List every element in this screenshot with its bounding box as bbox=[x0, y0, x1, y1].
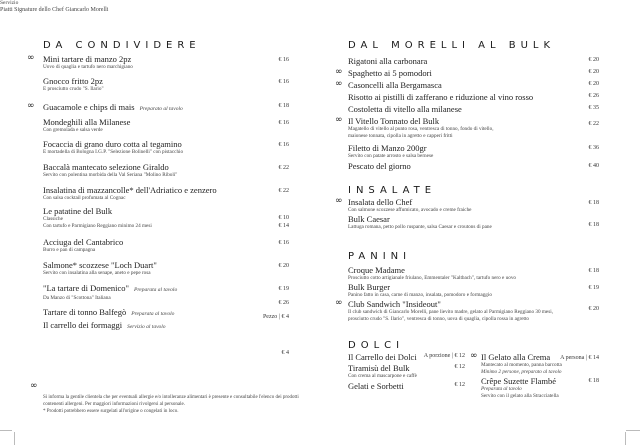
section-heading: INSALATE bbox=[348, 185, 437, 196]
item-title: Gnocco fritto 2pz bbox=[43, 76, 103, 86]
item-name bbox=[348, 56, 427, 66]
item-price: € 18 bbox=[588, 200, 599, 206]
item-price: € 18 bbox=[588, 378, 599, 384]
item-description: Servito con insalatina alla senape, aneto e pepe rosa bbox=[43, 270, 151, 276]
item-name bbox=[348, 363, 417, 373]
item-title: Costoletta di vitello alla milanese bbox=[348, 104, 462, 114]
item-description: maionese tonnata, cipolla in agretto e capperi fritti bbox=[348, 133, 453, 139]
infinity-icon: ∞ bbox=[30, 381, 38, 391]
infinity-icon: ∞ bbox=[335, 79, 343, 89]
item-name bbox=[348, 197, 471, 207]
item-name bbox=[348, 143, 433, 153]
item-title: Il Carrello dei Dolci bbox=[348, 352, 417, 362]
menu-item bbox=[348, 68, 432, 78]
item-title: Mondeghili alla Milanese bbox=[43, 117, 131, 127]
item-name bbox=[43, 54, 133, 64]
item-price: A persona | € 14 bbox=[560, 355, 599, 361]
menu-item bbox=[348, 352, 417, 362]
infinity-icon: ∞ bbox=[335, 298, 343, 308]
item-name bbox=[348, 68, 432, 78]
item-name bbox=[43, 320, 166, 332]
menu-item bbox=[43, 117, 130, 134]
item-description: Panino fatto in casa, carne di manzo, insalata, pomodoro e formaggio bbox=[348, 292, 492, 298]
item-title: Club Sandwich "Insideout" bbox=[348, 299, 441, 309]
item-price: € 16 bbox=[278, 240, 289, 246]
menu-item bbox=[348, 265, 516, 282]
item-name bbox=[43, 307, 174, 319]
menu-item bbox=[43, 76, 104, 93]
item-title: Insalata dello Chef bbox=[348, 197, 413, 207]
item-price: € 18 bbox=[278, 103, 289, 109]
item-title: Rigatoni alla carbonara bbox=[348, 56, 428, 66]
menu-item bbox=[348, 197, 471, 214]
item-price: € 36 bbox=[588, 145, 599, 151]
menu-item bbox=[348, 299, 553, 323]
item-name bbox=[348, 381, 404, 391]
item-price: € 40 bbox=[588, 163, 599, 169]
item-title: Crêpe Suzette Flambé bbox=[481, 376, 557, 386]
item-description: Classiche bbox=[43, 216, 63, 222]
menu-item bbox=[43, 102, 183, 114]
infinity-icon: ∞ bbox=[335, 67, 343, 77]
frozen-notice: * Prodotti potrebbero essere surgelati all'origine o congelati in loco. bbox=[43, 409, 179, 414]
item-title: Tiramisù del Bulk bbox=[348, 363, 410, 373]
item-title: Mini tartare di manzo 2pz bbox=[43, 54, 132, 64]
item-title: Casoncelli alla Bergamasca bbox=[348, 80, 442, 90]
item-name bbox=[43, 162, 177, 172]
item-price: € 26 bbox=[278, 300, 289, 306]
menu-item bbox=[43, 283, 177, 302]
item-price: A porzione | € 12 bbox=[423, 353, 465, 359]
item-note: Servizio al tavolo bbox=[127, 324, 166, 330]
item-description: E prosciutto crudo "S. Ilario" bbox=[43, 86, 104, 92]
item-title: Il carrello dei formaggi bbox=[43, 320, 123, 330]
section-heading: DOLCI bbox=[348, 340, 405, 351]
service-price: € 4 bbox=[281, 350, 289, 356]
menu-item bbox=[43, 206, 152, 230]
section-heading: DA CONDIVIDERE bbox=[43, 40, 201, 51]
item-price: € 22 bbox=[278, 165, 289, 171]
menu-item bbox=[348, 381, 404, 391]
crop-mark bbox=[625, 432, 626, 445]
item-name bbox=[348, 282, 492, 292]
item-note: Preparata al tavolo bbox=[131, 311, 175, 317]
item-title: Filetto di Manzo 200gr bbox=[348, 143, 427, 153]
item-price: € 20 bbox=[588, 306, 599, 312]
menu-item bbox=[348, 56, 427, 66]
menu-item bbox=[43, 320, 166, 332]
item-title: Pescato del giorno bbox=[348, 161, 411, 171]
item-description: Il club sandwich di Giancarlo Morelli, pane lievito madre, gelato al Parmigiano Reggiano 30 mesi, bbox=[348, 309, 553, 315]
menu-item bbox=[348, 92, 533, 102]
item-name bbox=[348, 161, 411, 171]
item-description: Con tartufo e Parmigiano Reggiano minimo 24 mesi bbox=[43, 223, 152, 229]
item-name bbox=[43, 185, 217, 195]
item-name bbox=[348, 92, 533, 102]
item-price: € 18 bbox=[588, 222, 599, 228]
item-name bbox=[43, 117, 130, 127]
item-price: € 16 bbox=[278, 120, 289, 126]
item-note: Preparata al tavolo bbox=[134, 287, 178, 293]
item-price: € 26 bbox=[588, 93, 599, 99]
item-price: € 20 bbox=[278, 263, 289, 269]
item-description: Con salsa cocktail profumata al Cognac bbox=[43, 195, 126, 201]
item-price: € 20 bbox=[588, 81, 599, 87]
item-title: Tartare di tonno Balfegò bbox=[43, 307, 127, 317]
menu-item bbox=[348, 116, 494, 140]
item-price: Pezzo | € 4 bbox=[262, 314, 289, 320]
item-price: € 16 bbox=[278, 79, 289, 85]
item-name bbox=[43, 260, 157, 270]
item-description: Magatello di vitello al punto rosa, ventresca di tonno, fondo di vitello, bbox=[348, 126, 494, 132]
item-title: Salmone* scozzese "Loch Duart" bbox=[43, 260, 157, 270]
item-description: Burro e pan di campagna bbox=[43, 247, 96, 253]
item-price: € 22 bbox=[588, 121, 599, 127]
service-label: Servizio bbox=[0, 0, 19, 6]
infinity-icon: ∞ bbox=[470, 351, 478, 361]
item-name bbox=[43, 76, 104, 86]
item-name bbox=[348, 299, 553, 309]
item-price: € 20 bbox=[588, 57, 599, 63]
item-description: Lattuga romana, petto pollo ruspante, salsa Caesar e croutons di pane bbox=[348, 224, 492, 230]
item-note: Preparato al tavolo bbox=[139, 106, 183, 112]
item-name bbox=[348, 116, 494, 126]
item-title: Acciuga del Cantabrico bbox=[43, 237, 124, 247]
item-name bbox=[348, 352, 417, 362]
menu-item bbox=[348, 363, 417, 380]
item-price: € 12 bbox=[454, 382, 465, 388]
item-title: Focaccia di grano duro cotta al tegamino bbox=[43, 139, 182, 149]
item-price: € 12 bbox=[454, 364, 465, 370]
item-title: "La tartare di Domenico" bbox=[43, 283, 130, 293]
item-name bbox=[348, 104, 462, 114]
menu-item bbox=[481, 376, 559, 400]
item-description: Servito con polentina morbida della Val Seriana "Molino Riboli" bbox=[43, 172, 178, 178]
menu-item bbox=[348, 282, 492, 299]
item-name bbox=[43, 206, 152, 216]
item-title: Bulk Caesar bbox=[348, 214, 390, 224]
item-name bbox=[43, 102, 183, 114]
menu-item bbox=[348, 143, 433, 160]
item-price: € 18 bbox=[588, 268, 599, 274]
menu-item bbox=[348, 161, 411, 171]
section-heading: DAL MORELLI AL BULK bbox=[348, 40, 556, 51]
menu-item bbox=[43, 54, 133, 71]
menu-item bbox=[348, 104, 462, 114]
item-title: Baccalà mantecato selezione Giraldo bbox=[43, 162, 169, 172]
menu-item bbox=[348, 214, 492, 231]
item-price: € 10 bbox=[278, 215, 289, 221]
menu-item bbox=[481, 352, 562, 376]
item-description: Prosciutto cotto artigianale friulano, Emmentaler "Kaltbach", tartufo nero e uovo bbox=[348, 275, 517, 281]
item-price: € 19 bbox=[588, 285, 599, 291]
item-price: € 16 bbox=[278, 142, 289, 148]
item-title: Croque Madame bbox=[348, 265, 405, 275]
menu-item bbox=[43, 260, 157, 277]
item-description: Uovo di quaglia e tartufo nero marchigiano bbox=[43, 64, 133, 70]
signature-legend: Piatti Signature dello Chef Giancarlo Morelli bbox=[0, 7, 109, 13]
item-title: Gelati e Sorbetti bbox=[348, 381, 404, 391]
item-description: prosciutto crudo "S. Ilario", ventresca di tonno, uova di quaglia, cipolla rossa in agretto bbox=[348, 316, 529, 322]
item-price: € 14 bbox=[278, 223, 289, 229]
menu-item bbox=[43, 185, 217, 202]
item-description: Con gremolada e salsa verde bbox=[43, 127, 103, 133]
item-name bbox=[348, 265, 516, 275]
menu-item bbox=[43, 307, 174, 319]
menu-item bbox=[43, 237, 123, 254]
item-title: Spaghetto ai 5 pomodori bbox=[348, 68, 432, 78]
section-heading: PANINI bbox=[348, 251, 412, 262]
item-title: Risotto ai pistilli di zafferano e riduzione al vino rosso bbox=[348, 92, 534, 102]
menu-item bbox=[43, 162, 177, 179]
item-description: Mantecato al momento, panna barcotta bbox=[481, 362, 562, 368]
item-name bbox=[43, 139, 183, 149]
item-title: Il Vitello Tonnato del Bulk bbox=[348, 116, 440, 126]
item-title: Le patatine del Bulk bbox=[43, 206, 113, 216]
item-name bbox=[348, 80, 442, 90]
item-price: € 16 bbox=[278, 57, 289, 63]
item-title: Guacamole e chips di mais bbox=[43, 102, 135, 112]
item-price: € 19 bbox=[278, 286, 289, 292]
item-description: Servito con patate arrosto e salsa bernese bbox=[348, 153, 434, 159]
item-description: Con salmone scozzese affumicato, avocado e creme fraiche bbox=[348, 207, 472, 213]
item-description: Con crema al mascarpone e caffè bbox=[348, 373, 417, 379]
menu-item bbox=[43, 139, 183, 156]
item-name bbox=[348, 214, 492, 224]
item-description: Preparata al tavolo bbox=[481, 386, 522, 392]
infinity-icon: ∞ bbox=[27, 101, 35, 111]
crop-mark bbox=[0, 430, 12, 431]
allergen-notice: Si informa la gentile clientela che per eventuali allergie e/o intolleranze alimentari è presente e consultabile l'elenco dei prodotti contenenti allergeni. Per maggiori informazioni rivolgersi al personale. bbox=[43, 395, 299, 407]
item-name bbox=[43, 237, 123, 247]
item-description: E mortadella di Bologna I.G.P. "Selezione Bolinelli" con pistacchio bbox=[43, 149, 184, 155]
item-description: Servito con il gelato alla Stracciatella bbox=[481, 393, 559, 399]
item-description: Minimo 2 persone, preparato al tavolo bbox=[481, 369, 562, 375]
item-title: Insalatina di mazzancolle* dell'Adriatico e zenzero bbox=[43, 185, 217, 195]
item-price: € 35 bbox=[588, 105, 599, 111]
infinity-icon: ∞ bbox=[27, 53, 35, 63]
item-description: Da Manzo di "Scottona" Italiana bbox=[43, 295, 111, 301]
item-title: Il Gelato alla Crema bbox=[481, 352, 551, 362]
infinity-icon: ∞ bbox=[335, 115, 343, 125]
menu-item bbox=[348, 80, 442, 90]
crop-mark bbox=[14, 432, 15, 445]
item-title: Bulk Burger bbox=[348, 282, 391, 292]
crop-mark bbox=[626, 430, 640, 431]
item-price: € 20 bbox=[588, 69, 599, 75]
item-name bbox=[43, 283, 177, 295]
item-price: € 22 bbox=[278, 188, 289, 194]
infinity-icon: ∞ bbox=[335, 196, 343, 206]
